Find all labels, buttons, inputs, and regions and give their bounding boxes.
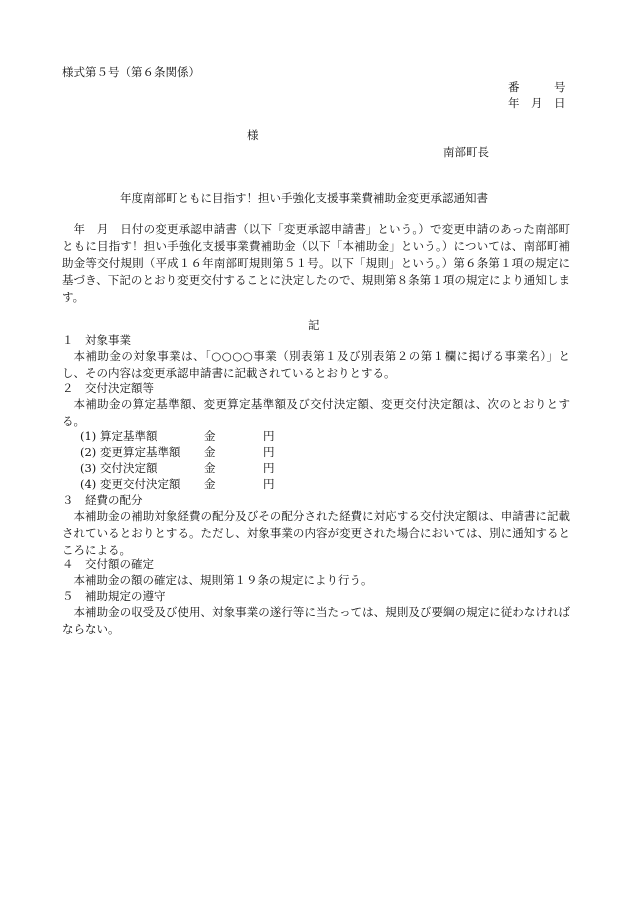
ki-heading: 記: [308, 318, 320, 332]
form-label: 様式第５号（第６条関係）: [62, 65, 200, 79]
item-yen: 円: [263, 429, 275, 443]
section-4-heading: ４ 交付額の確定: [62, 557, 154, 571]
section-3-text: 本補助金の補助対象経費の配分及びその配分された経費に対応する交付決定額は、申請書に記載されているとおりとする。ただし、対象事業の内容が変更された場合においては、別に通知するところによる。: [62, 509, 570, 557]
section-5-heading: ５ 補助規定の遵守: [62, 589, 166, 603]
section-4-text: 本補助金の額の確定は、規則第１９条の規定により行う。: [73, 573, 373, 587]
section-1-heading: １ 対象事業: [62, 333, 131, 347]
item-label: (4) 変更交付決定額: [80, 477, 181, 491]
item-kin: 金: [204, 477, 216, 491]
list-item: [80, 460, 340, 476]
item-kin: 金: [204, 461, 216, 475]
item-label: (3) 交付決定額: [80, 461, 158, 475]
list-item: [80, 444, 340, 460]
issuer-name: 南部町長: [443, 145, 489, 159]
intro-paragraph: 年 月 日付の変更承認申請書（以下「変更承認申請書」という。）で変更申請のあった南部町ともに目指す！担い手強化支援事業費補助金（以下「本補助金」という。）については、南部町補助金等交付規則（平成１６年南部町規則第５１号。以下「規則」という。）第６条第１項の規定に基づき、下記のとおり変更交付することに決定したので、規則第８条第１項の規定により通知します。: [62, 222, 570, 304]
section-1-text: 本補助金の対象事業は、「○○○○事業（別表第１及び別表第２の第１欄に掲げる事業名）」とし、その内容は変更承認申請書に記載されているとおりとする。: [62, 349, 570, 380]
list-item: [80, 476, 340, 492]
list-item: [80, 428, 340, 444]
item-yen: 円: [263, 445, 275, 459]
item-kin: 金: [204, 429, 216, 443]
amount-list: [80, 428, 340, 492]
item-yen: 円: [263, 461, 275, 475]
item-label: (1) 算定基準額: [80, 429, 158, 443]
section-2-text: 本補助金の算定基準額、変更算定基準額及び交付決定額、変更交付決定額は、次のとおりとする。: [62, 397, 570, 428]
section-5-text: 本補助金の収受及び使用、対象事業の遂行等に当たっては、規則及び要綱の規定に従わなければならない。: [62, 605, 570, 636]
item-kin: 金: [204, 445, 216, 459]
addressee-suffix: 様: [247, 128, 259, 142]
section-2-heading: ２ 交付決定額等: [62, 381, 154, 395]
document-number: 番 号: [508, 80, 566, 94]
section-3-heading: ３ 経費の配分: [62, 493, 143, 507]
item-label: (2) 変更算定基準額: [80, 445, 181, 459]
item-yen: 円: [263, 477, 275, 491]
document-date: 年 月 日: [508, 96, 566, 110]
document-title: 年度南部町ともに目指す！担い手強化支援事業費補助金変更承認通知書: [120, 191, 488, 205]
